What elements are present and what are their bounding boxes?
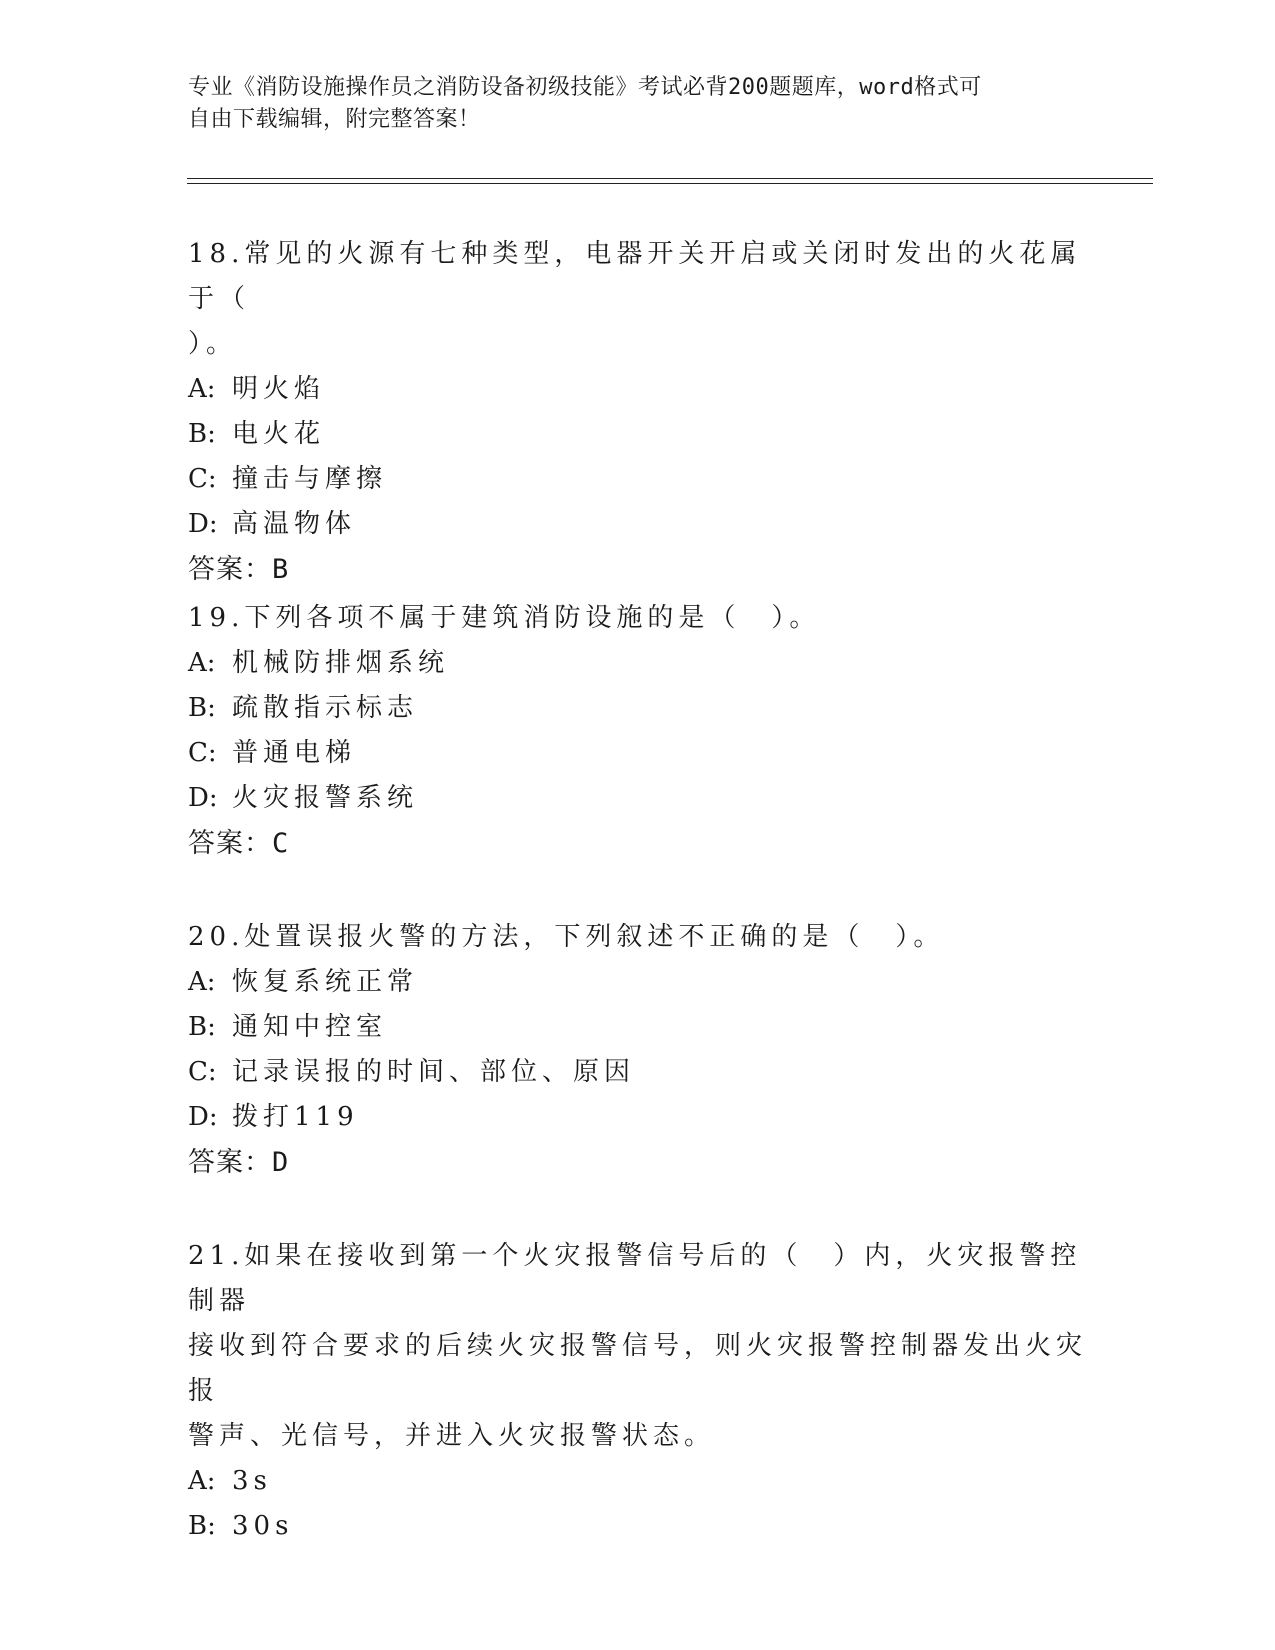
header-rule-top [187, 178, 1153, 179]
option-text: 火灾报警系统 [232, 783, 419, 813]
option-c [188, 1050, 1088, 1095]
option-label: B: [188, 1511, 216, 1541]
option-label: A: [188, 1466, 216, 1496]
option-text: 恢复系统正常 [232, 967, 419, 997]
answer-line: 答案：C [188, 828, 290, 859]
question-20 [188, 915, 1088, 1185]
option-text: 通知中控室 [232, 1012, 388, 1042]
option-d [188, 1095, 1088, 1140]
question-21 [188, 1234, 1088, 1549]
question-stem-line: 21.如果在接收到第一个火灾报警信号后的（ ）内，火灾报警控制器 [188, 1241, 1082, 1316]
option-text: 机械防排烟系统 [232, 648, 450, 678]
question-18 [188, 232, 1088, 592]
option-text: 电火花 [232, 419, 326, 449]
question-stem-line: 警声、光信号，并进入火灾报警状态。 [188, 1421, 716, 1451]
question-19 [188, 596, 1088, 866]
header-rule-bottom [187, 183, 1153, 184]
option-b [188, 1504, 1088, 1549]
option-a [188, 1459, 1088, 1504]
question-stem-line: 18.常见的火源有七种类型，电器开关开启或关闭时发出的火花属于（ [188, 239, 1082, 314]
option-text: 高温物体 [232, 509, 357, 539]
option-text: 拨打119 [232, 1102, 359, 1132]
answer-line: 答案：D [188, 1147, 290, 1178]
header-line-1: 专业《消防设施操作员之消防设备初级技能》考试必背200题题库，word格式可 [188, 75, 982, 100]
question-stem-line: 20.处置误报火警的方法，下列叙述不正确的是（ ）。 [188, 922, 945, 952]
option-label: B: [188, 1012, 216, 1042]
option-a [188, 367, 1088, 412]
option-label: D: [188, 509, 218, 539]
option-text: 3s [232, 1466, 272, 1496]
question-stem-line: 接收到符合要求的后续火灾报警信号，则火灾报警控制器发出火灾报 [188, 1331, 1088, 1406]
option-text: 撞击与摩擦 [232, 464, 388, 494]
question-stem-line: 19.下列各项不属于建筑消防设施的是（ ）。 [188, 603, 821, 633]
document-header [188, 72, 1068, 136]
option-b [188, 1005, 1088, 1050]
option-label: C: [188, 464, 217, 494]
option-label: C: [188, 1057, 217, 1087]
option-text: 疏散指示标志 [232, 693, 419, 723]
option-b [188, 686, 1088, 731]
option-a [188, 641, 1088, 686]
question-stem-line: ）。 [188, 329, 238, 359]
option-label: A: [188, 967, 216, 997]
option-label: A: [188, 648, 216, 678]
option-d [188, 502, 1088, 547]
option-label: A: [188, 374, 216, 404]
option-label: C: [188, 738, 217, 768]
option-d [188, 776, 1088, 821]
option-text: 普通电梯 [232, 738, 357, 768]
option-label: D: [188, 1102, 218, 1132]
option-text: 记录误报的时间、部位、原因 [232, 1057, 636, 1087]
header-line-2: 自由下载编辑，附完整答案！ [188, 107, 481, 132]
option-label: D: [188, 783, 218, 813]
option-c [188, 457, 1088, 502]
option-label: B: [188, 419, 216, 449]
option-text: 明火焰 [232, 374, 326, 404]
option-text: 30s [232, 1511, 294, 1541]
option-label: B: [188, 693, 216, 723]
option-a [188, 960, 1088, 1005]
option-b [188, 412, 1088, 457]
option-c [188, 731, 1088, 776]
answer-line: 答案：B [188, 554, 290, 585]
